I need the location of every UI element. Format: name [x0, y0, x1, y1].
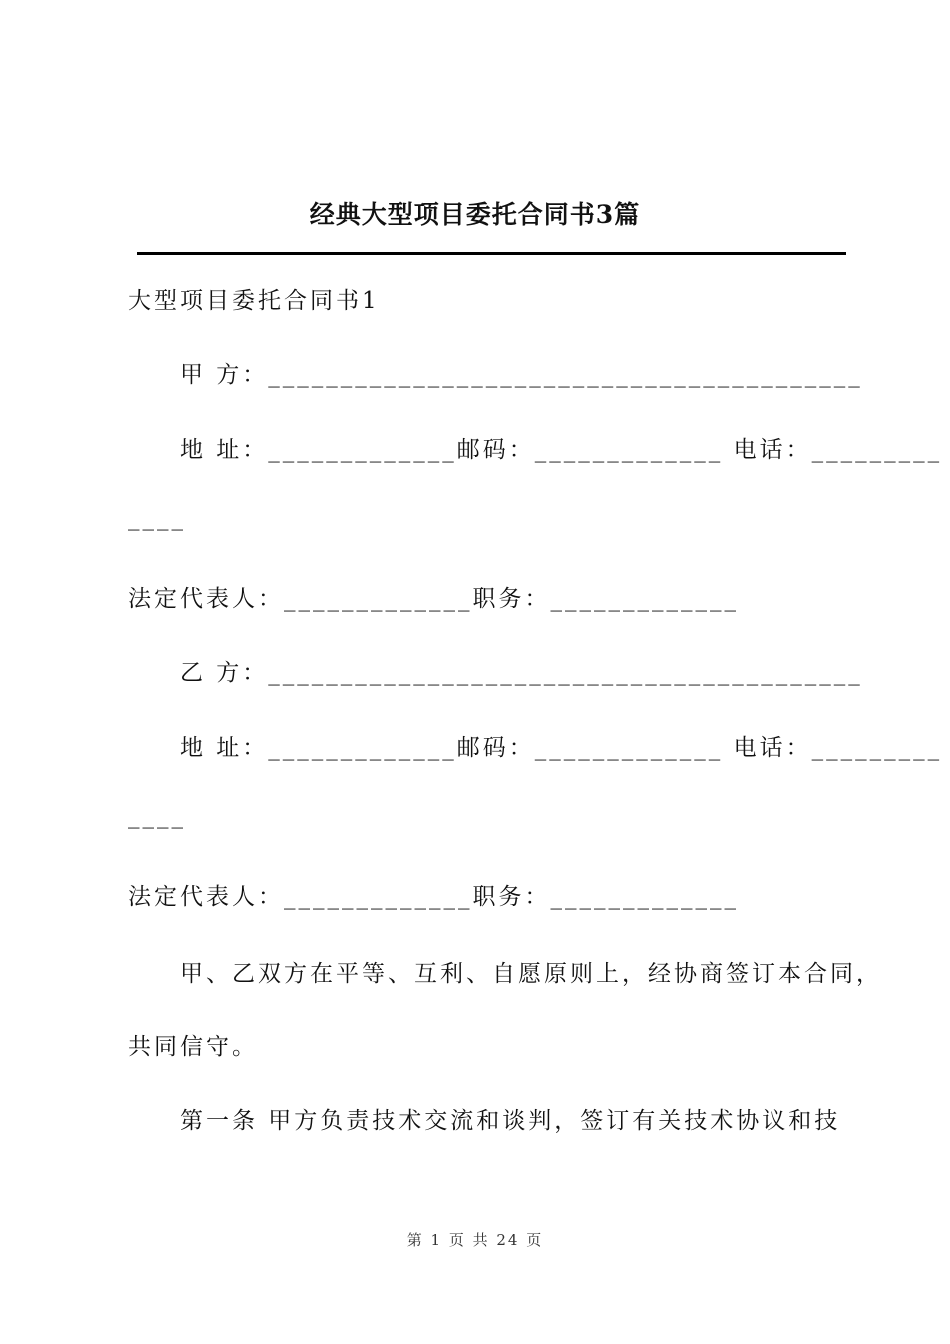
party-a-address-line: 地 址：_____________邮码：_____________ 电话：_________ [180, 437, 943, 463]
article-one-text: 第一条 甲方负责技术交流和谈判，签订有关技术协议和技 [180, 1108, 841, 1134]
party-b-address-continuation: ____ [128, 803, 186, 829]
party-a-line: 甲 方：_________________________________________ [180, 362, 863, 388]
agreement-paragraph-continuation: 共同信守。 [128, 1034, 258, 1060]
party-b-line: 乙 方：_________________________________________ [180, 660, 863, 686]
page-number-footer: 第 1 页 共 24 页 [406, 1231, 544, 1249]
section-heading: 大型项目委托合同书1 [128, 288, 380, 314]
party-a-representative-line: 法定代表人：_____________职务：_____________ [128, 586, 739, 612]
party-b-address-line: 地 址：_____________邮码：_____________ 电话：_________ [180, 735, 943, 761]
party-b-representative-line: 法定代表人：_____________职务：_____________ [128, 884, 739, 910]
party-a-address-continuation: ____ [128, 505, 186, 531]
agreement-paragraph: 甲、乙双方在平等、互利、自愿原则上，经协商签订本合同， [180, 961, 882, 987]
document-title: 经典大型项目委托合同书3篇 [309, 200, 641, 229]
title-divider [137, 252, 846, 255]
